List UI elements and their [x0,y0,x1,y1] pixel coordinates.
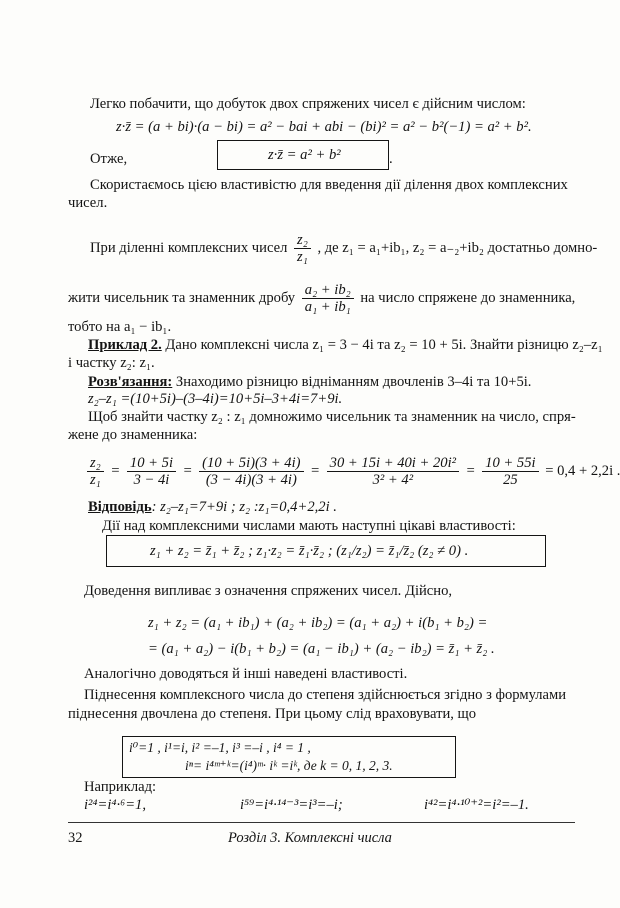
fraction-numerator: 10 + 5i [127,455,176,472]
fraction-quotient-d [482,455,538,488]
example-power-2: i⁵⁹=i⁴·¹⁴⁻³=i³=–i; [240,797,343,813]
boxed-formula-text: z·z̄ = a² + b² [268,147,341,163]
chapter-title: Розділ 3. Комплексні числа [228,830,392,846]
formula-conjugate-product: z·z̄ = (a + bi)·(a − bi) = a² − bai + abi − (bi)² = a² − b²(−1) = a² + b². [116,119,532,135]
paragraph-that-is: тобто на a₁ − ib₁. [68,319,172,335]
multiply-text-b: на число спряжене до знаменника, [360,289,576,306]
fraction-denominator: (3 − 4i)(3 + 4i) [205,472,297,488]
example-2-label: Приклад 2. [88,337,162,353]
powers-of-i-line-1: i⁰=1 , i¹=i, i² =–1, i³ =–i , i⁴ = 1 , [129,740,311,755]
example-power-1: i²⁴=i⁴·⁶=1, [84,797,146,813]
fraction-a2-a1 [302,282,354,315]
fraction-denominator: z₁ [297,249,308,265]
fraction-numerator: a₂ + ib₂ [302,282,354,299]
solution-text: Знаходимо різницю відніманням двочленів 3–4i та 10+5i. [172,374,532,390]
example-2-text: Дано комплексні числа z₁ = 3 − 4i та z₂ = 10 + 5i. Знайти різницю z₂–z₁ [161,337,603,353]
fraction-denominator: z₁ [90,472,101,488]
boxed-powers-of-i [122,736,456,778]
quotient-formula: $\frac{\text{z₂}}{\text{z₁}}$ = $\frac{10 + 5i}{3 - 4i}$ = $\frac{(10 + 5i)(3 + 4i)}{(3 - 4i)(3 + 4i)}$ = $\frac{\text{30 + 15i + 40i + 20i²}}{\text{3² + 4²}}$ = $\frac{10 + 55i}{25}$ = 0,4 + 2,2i . [84,455,620,488]
proof-formula-line-2: = (a₁ + a₂) − i(b₁ + b₂) = (a₁ − ib₁) + (a₂ − ib₂) = z̄₁ + z̄₂ . [148,641,495,657]
quotient-result: = 0,4 + 2,2i . [545,462,620,479]
answer-text: : z₂–z₁=7+9i ; z₂ :z₁=0,4+2,2i . [151,499,337,515]
fraction-quotient-b [199,455,303,488]
example-2-statement-2: і частку z₂: z₁. [68,355,155,371]
fraction-denominator: a₁ + ib₁ [304,299,351,315]
paragraph-proof-intro: Доведення випливає з означення спряжених чисел. Дійсно, [84,583,453,599]
multiply-text-a: жити чисельник та знаменник дробу [68,289,296,306]
examples-label: Наприклад: [84,779,157,795]
solution-line [88,373,531,391]
fraction-denominator: 3² + 4² [372,472,414,488]
paragraph-powers-2: піднесення двочлена до степеня. При цьому слід враховувати, що [68,706,477,722]
fraction-z2-z1 [294,232,311,265]
paragraph-similarly: Аналогічно доводяться й інші наведені властивості. [84,666,408,682]
fraction-quotient-c [327,455,459,488]
therefore-label: Отже, [90,151,128,167]
paragraph-quotient-1: Щоб знайти частку z₂ : z₁ домножимо чисельник та знаменник на число, спря- [88,409,576,425]
fraction-quotient-lhs [87,455,104,488]
fraction-numerator: (10 + 5i)(3 + 4i) [199,455,303,472]
fraction-denominator: 25 [503,472,518,488]
proof-formula-line-1: z₁ + z₂ = (a₁ + ib₁) + (a₂ + ib₂) = (a₁ + a₂) + i(b₁ + b₂) = [148,615,488,631]
period: . [389,151,393,167]
fraction-numerator: 10 + 55i [482,455,538,472]
example-power-3: i⁴²=i⁴·¹⁰⁺²=i²=–1. [424,797,529,813]
answer-label: Відповідь [88,499,152,515]
solution-label: Розв'язання: [88,374,173,390]
paragraph-powers-1: Піднесення комплексного числа до степеня здійснюється згідно з формулами [84,687,567,703]
paragraph-division-intro-1: Скористаємось цією властивістю для введення дії ділення двох комплексних [90,177,568,193]
division-text-a: При діленні комплексних чисел [90,239,288,256]
powers-of-i-line-2: iⁿ= i⁴ᵐ⁺ᵏ=(i⁴)ᵐ· iᵏ =iᵏ, де k = 0, 1, 2, 3. [185,758,393,773]
paragraph-multiply-conjugate [68,282,575,315]
paragraph-division-intro-2: чисел. [68,195,108,211]
example-2-statement [88,336,603,354]
solution-difference-formula: z₂–z₁ =(10+5i)–(3–4i)=10+5i–3+4i=7+9i. [88,391,343,407]
footer-divider [68,822,575,823]
paragraph-division-rule [90,232,597,265]
paragraph-conjugate-product: Легко побачити, що добуток двох спряжених чисел є дійсним числом: [90,96,526,112]
division-text-b: , де z₁ = a₁+ib₁, z₂ = a₋₂+ib₂ достатньо домно- [317,239,598,256]
fraction-numerator: 30 + 15i + 40i + 20i² [327,455,459,472]
fraction-denominator: 3 − 4i [133,472,170,488]
paragraph-properties-intro: Дії над комплексними числами мають наступні цікаві властивості: [102,518,516,534]
fraction-quotient-a [127,455,176,488]
answer-line [88,498,337,516]
boxed-formula-conjugate [217,140,389,170]
paragraph-quotient-2: жене до знаменника: [68,427,198,443]
boxed-conjugate-properties [106,535,546,567]
page-number: 32 [68,830,83,846]
fraction-numerator: z₂ [87,455,104,472]
fraction-numerator: z₂ [294,232,311,249]
conjugate-properties-text: z₁ + z₂ = z̄₁ + z̄₂ ; z₁·z₂ = z̄₁·z̄₂ ; (z₁/z₂) = z̄₁/z̄₂ (z₂ ≠ 0) . [150,543,469,559]
